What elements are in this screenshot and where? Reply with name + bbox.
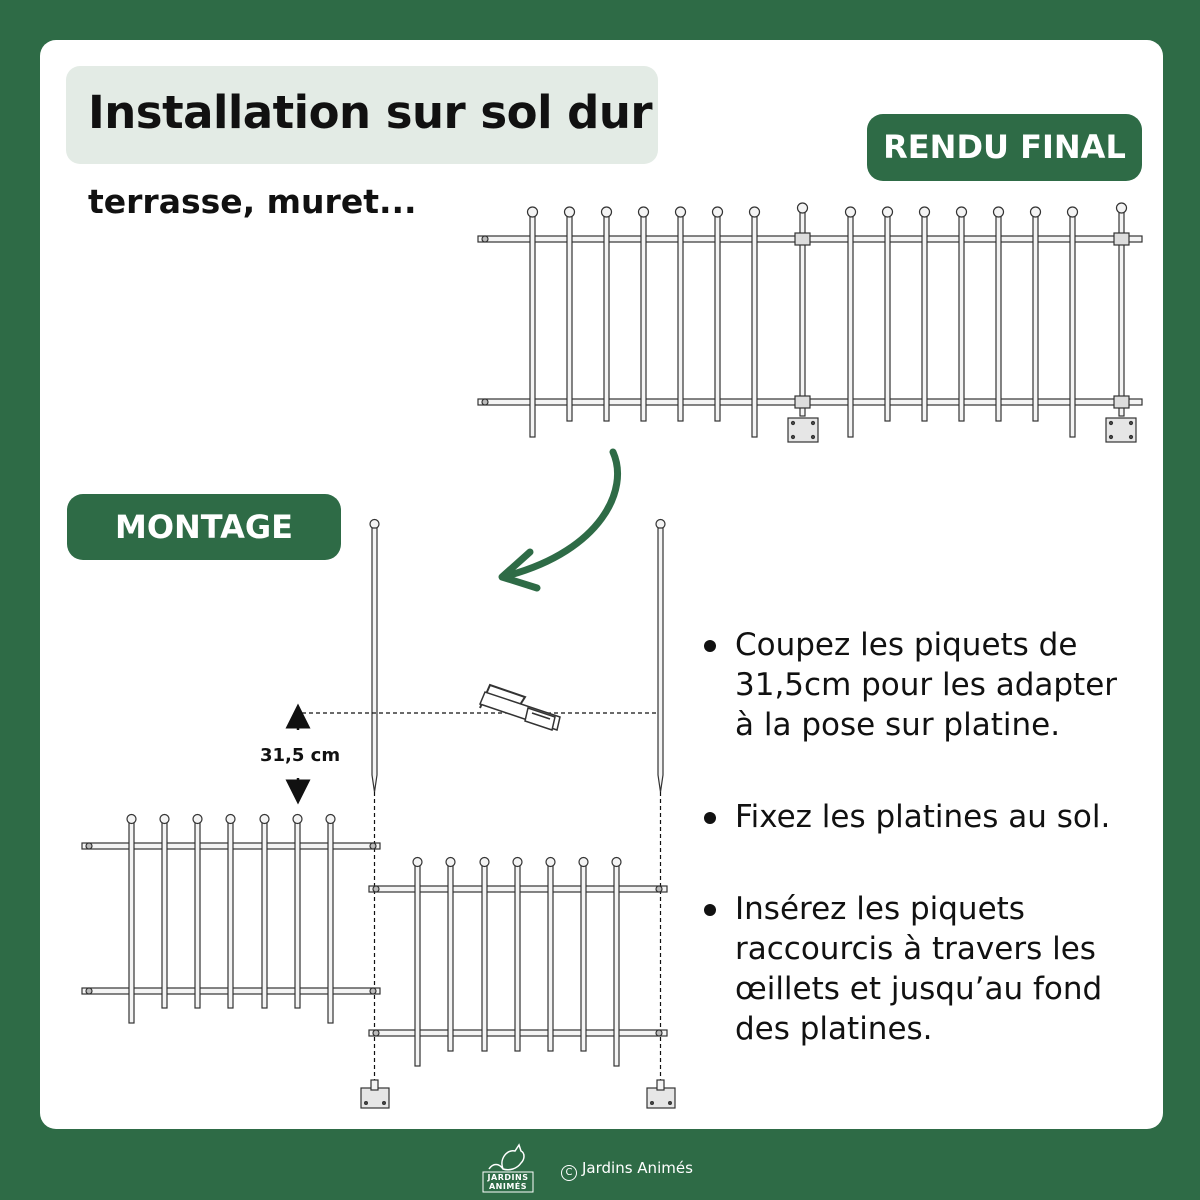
final-result-badge: RENDU FINAL	[867, 114, 1142, 181]
curved-arrow-icon	[502, 452, 618, 588]
instruction-list	[697, 625, 1137, 1049]
instruction-step-insert: Insérez les piquets raccourcis à travers les œillets et jusqu’au fond des platines.	[697, 889, 1137, 1049]
logo-text: JARDINS ANIMÉS	[487, 1173, 529, 1191]
base-plate-icon	[361, 1080, 675, 1108]
page-subtitle: terrasse, muret...	[88, 182, 417, 221]
copyright	[561, 1159, 693, 1181]
saw-icon	[480, 685, 560, 730]
copyright-icon: C	[561, 1165, 577, 1181]
assembly-panel-right	[369, 858, 667, 1067]
final-fence-illustration	[478, 203, 1142, 442]
dimension-label: 31,5 cm	[260, 745, 341, 766]
copyright-text: Jardins Animés	[582, 1159, 693, 1177]
assembly-panel-left	[82, 815, 380, 1024]
instruction-step-fix: Fixez les platines au sol.	[697, 797, 1137, 837]
instruction-step-cut: Coupez les piquets de 31,5cm pour les adapter à la pose sur platine.	[697, 625, 1137, 745]
footer	[0, 1129, 1200, 1200]
assembly-badge: MONTAGE	[67, 494, 341, 560]
instruction-card	[40, 40, 1163, 1129]
page-title: Installation sur sol dur	[88, 86, 653, 139]
